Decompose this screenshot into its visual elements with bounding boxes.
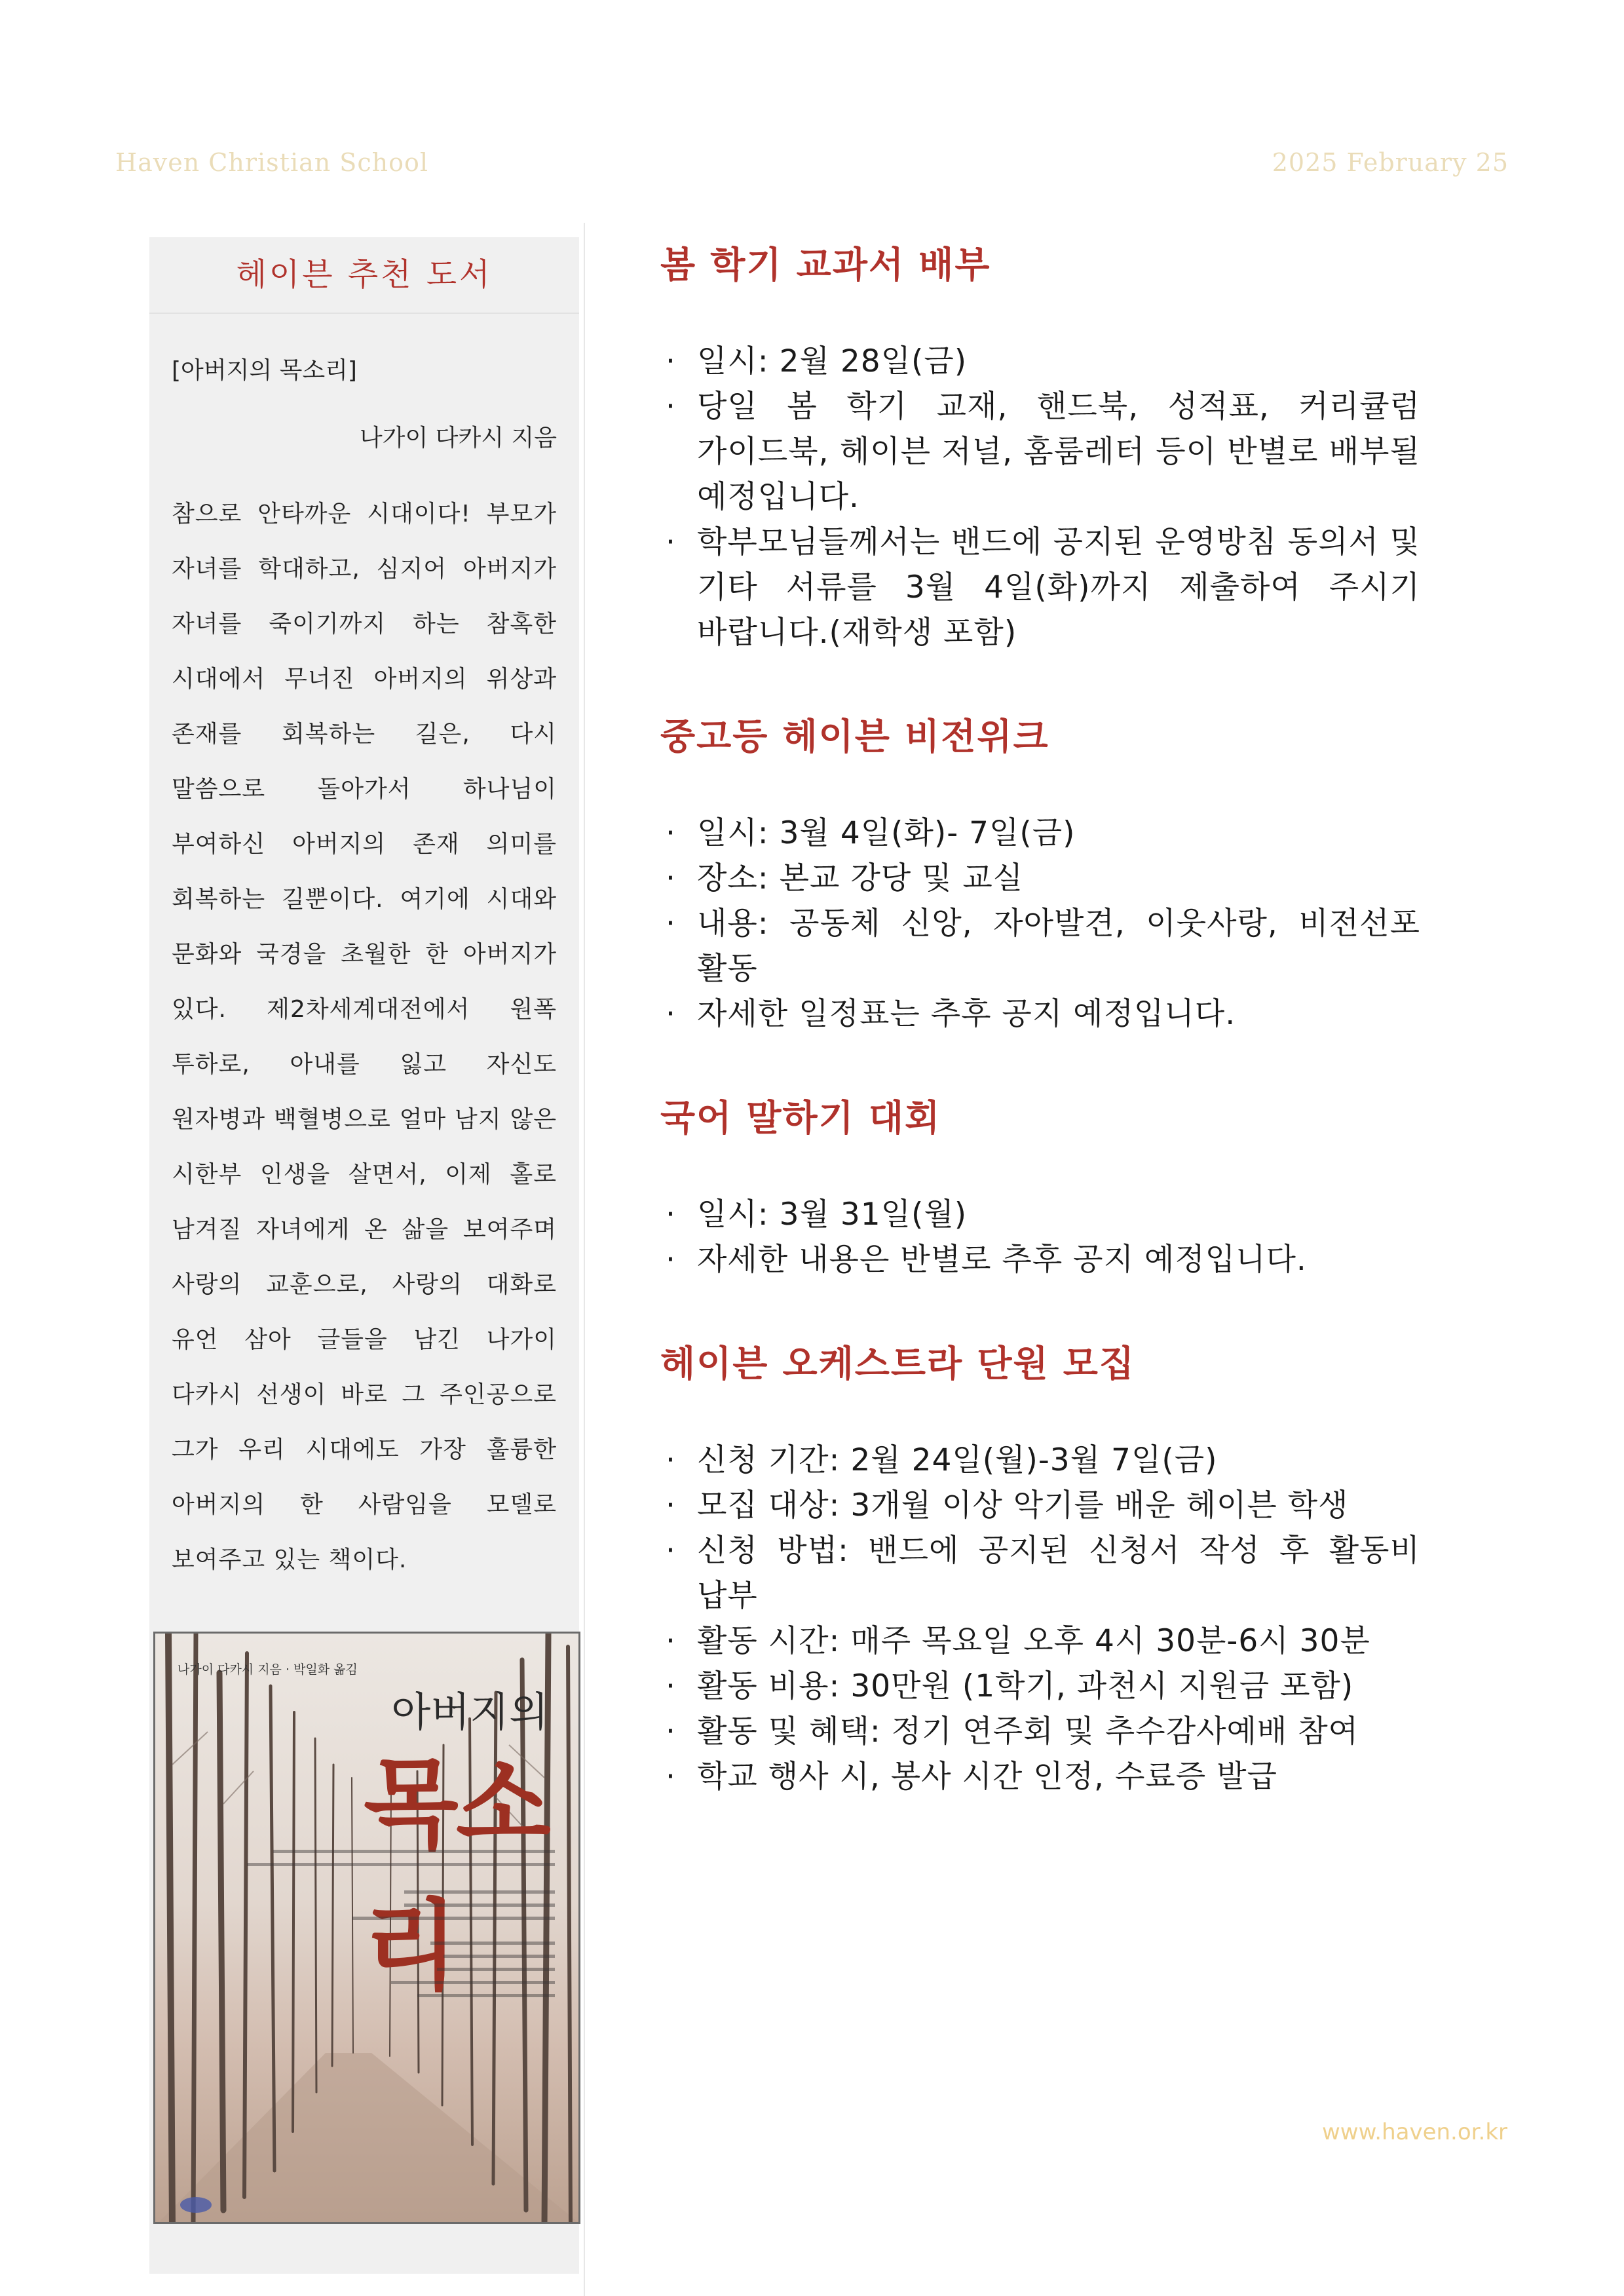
list-item: · 활동 비용: 30만원 (1학기, 과천시 지원금 포함) — [660, 1664, 1420, 1709]
list-item: · 학교 행사 시, 봉사 시간 인정, 수료증 발급 — [660, 1754, 1420, 1799]
cover-author-line: 나가이 다카시 지음 · 박일화 옮김 — [178, 1662, 358, 1677]
cover-text-line — [417, 1994, 555, 1997]
cover-text-line — [404, 1904, 555, 1907]
section-speech-contest — [660, 1089, 1420, 1282]
cover-text-line — [273, 1850, 555, 1853]
book-description: 참으로 안타까운 시대이다! 부모가 자녀를 학대하고, 심지어 아버지가 자녀를 죽이기까지 하는 참혹한 시대에서 무너진 아버지의 위상과 존재를 회복하는 길은, 다시 말씀으로 돌아가서 하나님이 부여하신 아버지의 존재 의미를 회복하는 길뿐이다. 여기에 시대와 문화와 국경을 초월한 한 아버지가 있다. 제2차세계대전에서 원폭 투하로, 아내를 잃고 자신도 원자병과 백혈병으로 얼마 남지 않은 시한부 인생을 살면서, 이제 홀로 남겨질 자녀에게 온 삶을 보여주며 사랑의 교훈으로, 사랑의 대화로 유언 삼아 글들을 남긴 나가이 다카시 선생이 바로 그 주인공으로 그가 우리 시대에도 가장 훌륭한 아버지의 한 사람임을 모델로 보여주고 있는 책이다. — [172, 501, 557, 1573]
cover-text-line — [391, 1981, 555, 1984]
section-list — [660, 811, 1420, 1037]
list-item: · 일시: 3월 31일(월) — [660, 1192, 1420, 1237]
cover-text-line — [247, 1863, 555, 1866]
list-item: · 자세한 일정표는 추후 공지 예정입니다. — [660, 991, 1420, 1037]
list-item: · 모집 대상: 3개월 이상 악기를 배운 헤이븐 학생 — [660, 1483, 1420, 1528]
section-title: 중고등 헤이븐 비전위크 — [660, 716, 1049, 757]
cover-text-line — [352, 1917, 555, 1920]
list-item: · 자세한 내용은 반별로 추후 공지 예정입니다. — [660, 1237, 1420, 1282]
section-list — [660, 1192, 1420, 1282]
section-vision-week — [660, 708, 1420, 1037]
list-item: · 일시: 3월 4일(화)- 7일(금) — [660, 811, 1420, 856]
cover-title: 목소리 — [364, 1748, 548, 2004]
section-list — [660, 1438, 1420, 1799]
list-item: · 장소: 본교 강당 및 교실 — [660, 856, 1420, 901]
section-textbook-distribution — [660, 236, 1420, 655]
list-item: · 활동 및 혜택: 정기 연주회 및 추수감사예배 참여 — [660, 1709, 1420, 1754]
cover-text-line — [444, 1955, 555, 1958]
section-title: 봄 학기 교과서 배부 — [660, 244, 991, 286]
cover-subtitle: 아버지의 — [391, 1688, 548, 1736]
school-name: Haven Christian School — [115, 148, 428, 177]
column-divider — [584, 223, 585, 2296]
list-item: · 내용: 공동체 신앙, 자아발견, 이웃사랑, 비전선포 활동 — [660, 901, 1420, 991]
list-item: · 당일 봄 학기 교재, 핸드북, 성적표, 커리큘럼 가이드북, 헤이븐 저널, 홈룸레터 등이 반별로 배부될 예정입니다. — [660, 384, 1420, 520]
book-cover-image — [153, 1632, 580, 2224]
cover-text-line — [437, 1968, 555, 1971]
section-orchestra-recruitment — [660, 1335, 1420, 1799]
list-item: · 일시: 2월 28일(금) — [660, 339, 1420, 384]
notice-content — [660, 236, 1420, 1799]
school-website: www.haven.or.kr — [1321, 2119, 1507, 2145]
issue-date: 2025 February 25 — [1272, 148, 1509, 177]
list-item: · 신청 방법: 밴드에 공지된 신청서 작성 후 활동비 납부 — [660, 1528, 1420, 1618]
cover-text-line — [430, 1942, 555, 1945]
cover-text-line — [404, 1890, 555, 1894]
list-item: · 활동 시간: 매주 목요일 오후 4시 30분-6시 30분 — [660, 1618, 1420, 1664]
section-list — [660, 339, 1420, 655]
sidebar-title: 헤이븐 추천 도서 — [149, 237, 579, 314]
book-title: [아버지의 목소리] — [172, 357, 357, 384]
section-title: 국어 말하기 대회 — [660, 1097, 941, 1139]
list-item: · 학부모님들께서는 밴드에 공지된 운영방침 동의서 및 기타 서류를 3월 4일(화)까지 제출하여 주시기 바랍니다.(재학생 포함) — [660, 520, 1420, 655]
list-item: · 신청 기간: 2월 24일(월)-3월 7일(금) — [660, 1438, 1420, 1483]
section-title: 헤이븐 오케스트라 단원 모집 — [660, 1343, 1136, 1385]
book-author: 나가이 다카시 지음 — [359, 425, 557, 451]
